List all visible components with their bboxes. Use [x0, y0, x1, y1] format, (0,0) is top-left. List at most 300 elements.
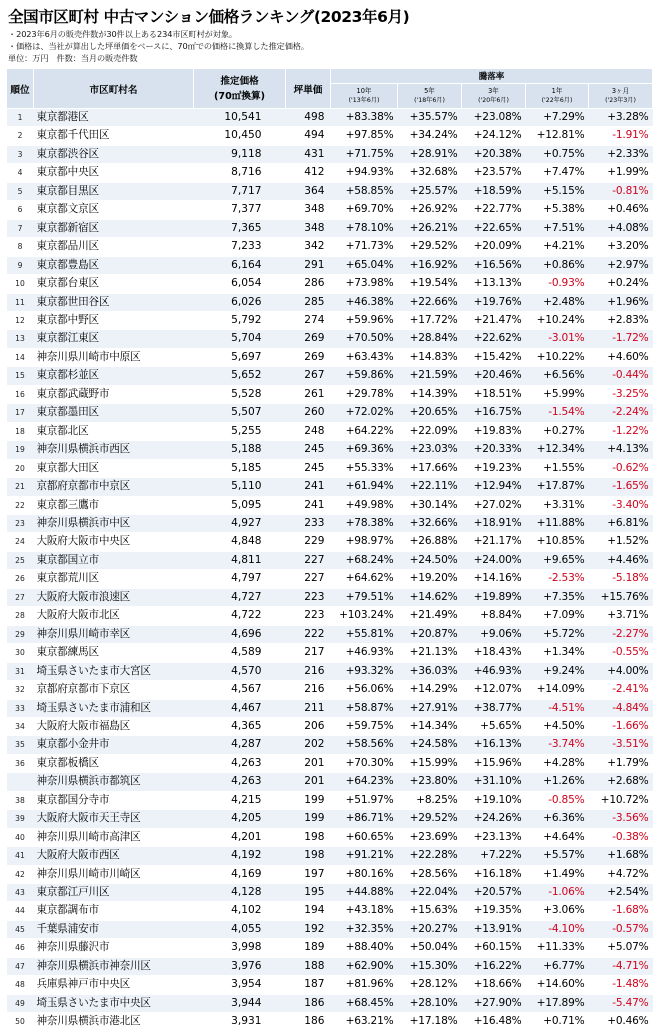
cell-change-3y: +20.09%	[462, 238, 526, 256]
cell-change-3m: -4.84%	[589, 699, 653, 717]
cell-tsubo: 241	[286, 496, 331, 514]
cell-change-1y: +17.89%	[526, 994, 589, 1012]
cell-change-3m: -3.56%	[589, 810, 653, 828]
table-row	[7, 201, 653, 219]
cell-tsubo: 199	[286, 791, 331, 809]
cell-name: 神奈川県川崎市川崎区	[34, 865, 194, 883]
table-row	[7, 662, 653, 680]
cell-change-1y: +10.22%	[526, 348, 589, 366]
cell-tsubo: 260	[286, 404, 331, 422]
cell-tsubo: 223	[286, 607, 331, 625]
cell-change-3m: -3.40%	[589, 496, 653, 514]
cell-change-10y: +83.38%	[331, 109, 398, 127]
cell-change-5y: +19.20%	[398, 570, 462, 588]
cell-tsubo: 245	[286, 459, 331, 477]
cell-change-1y: +6.77%	[526, 957, 589, 975]
table-row	[7, 939, 653, 957]
cell-price: 5,652	[194, 367, 286, 385]
cell-change-1y: +12.34%	[526, 441, 589, 459]
cell-tsubo: 241	[286, 478, 331, 496]
table-row	[7, 422, 653, 440]
cell-rank: 4	[7, 164, 34, 182]
cell-change-1y: +14.09%	[526, 681, 589, 699]
table-row	[7, 699, 653, 717]
cell-price: 5,110	[194, 478, 286, 496]
cell-rank: 47	[7, 957, 34, 975]
cell-rank: 18	[7, 422, 34, 440]
cell-change-3m: +0.46%	[589, 1013, 653, 1031]
cell-change-3m: +1.99%	[589, 164, 653, 182]
cell-change-3m: -3.51%	[589, 736, 653, 754]
cell-change-3y: +21.17%	[462, 533, 526, 551]
cell-change-10y: +97.85%	[331, 127, 398, 145]
cell-change-3y: +8.84%	[462, 607, 526, 625]
cell-change-3y: +19.10%	[462, 791, 526, 809]
table-row	[7, 810, 653, 828]
cell-rank: 26	[7, 570, 34, 588]
cell-name: 大阪府大阪市浪速区	[34, 588, 194, 606]
cell-change-5y: +26.21%	[398, 219, 462, 237]
cell-tsubo: 227	[286, 551, 331, 569]
cell-change-5y: +36.03%	[398, 662, 462, 680]
cell-name: 東京都文京区	[34, 201, 194, 219]
cell-change-1y: +4.64%	[526, 828, 589, 846]
cell-change-5y: +14.29%	[398, 681, 462, 699]
cell-change-1y: +5.15%	[526, 182, 589, 200]
cell-change-5y: +22.04%	[398, 884, 462, 902]
cell-price: 7,377	[194, 201, 286, 219]
cell-change-3m: +4.13%	[589, 441, 653, 459]
cell-tsubo: 198	[286, 828, 331, 846]
note-price-method: ・価格は、当社が算出した坪単価をベースに、70㎡での価格に換算した推定価格。	[8, 41, 309, 51]
cell-change-5y: +20.65%	[398, 404, 462, 422]
cell-change-3m: -0.57%	[589, 920, 653, 938]
table-row	[7, 551, 653, 569]
cell-change-3y: +19.89%	[462, 588, 526, 606]
table-row	[7, 976, 653, 994]
cell-change-5y: +50.04%	[398, 939, 462, 957]
cell-change-3y: +16.22%	[462, 957, 526, 975]
cell-price: 6,026	[194, 293, 286, 311]
cell-change-10y: +69.36%	[331, 441, 398, 459]
cell-change-3y: +27.90%	[462, 994, 526, 1012]
cell-tsubo: 267	[286, 367, 331, 385]
cell-change-1y: +17.87%	[526, 478, 589, 496]
cell-change-10y: +59.96%	[331, 311, 398, 329]
cell-change-1y: +5.57%	[526, 847, 589, 865]
table-row	[7, 330, 653, 348]
cell-change-1y: +7.47%	[526, 164, 589, 182]
cell-change-3y: +13.13%	[462, 275, 526, 293]
cell-tsubo: 195	[286, 884, 331, 902]
table-row	[7, 588, 653, 606]
cell-rank: 6	[7, 201, 34, 219]
cell-price: 4,205	[194, 810, 286, 828]
table-row	[7, 957, 653, 975]
table-row	[7, 127, 653, 145]
cell-change-1y: +12.81%	[526, 127, 589, 145]
cell-change-5y: +22.28%	[398, 847, 462, 865]
cell-change-5y: +28.10%	[398, 994, 462, 1012]
table-row	[7, 773, 653, 791]
cell-rank: 39	[7, 810, 34, 828]
cell-tsubo: 194	[286, 902, 331, 920]
cell-change-5y: +17.72%	[398, 311, 462, 329]
cell-change-1y: +7.09%	[526, 607, 589, 625]
cell-rank: 30	[7, 644, 34, 662]
cell-name: 神奈川県横浜市神奈川区	[34, 957, 194, 975]
cell-change-10y: +59.75%	[331, 717, 398, 735]
cell-price: 4,722	[194, 607, 286, 625]
cell-change-1y: -4.51%	[526, 699, 589, 717]
cell-change-10y: +29.78%	[331, 385, 398, 403]
cell-price: 4,102	[194, 902, 286, 920]
cell-price: 4,263	[194, 754, 286, 772]
cell-name: 東京都荒川区	[34, 570, 194, 588]
cell-change-10y: +78.38%	[331, 514, 398, 532]
table-row	[7, 496, 653, 514]
cell-price: 10,450	[194, 127, 286, 145]
cell-change-10y: +93.32%	[331, 662, 398, 680]
cell-name: 神奈川県横浜市港北区	[34, 1013, 194, 1031]
cell-change-1y: +5.72%	[526, 625, 589, 643]
cell-change-3m: -0.38%	[589, 828, 653, 846]
cell-change-1y: -2.53%	[526, 570, 589, 588]
cell-change-3y: +19.76%	[462, 293, 526, 311]
cell-change-1y: +5.38%	[526, 201, 589, 219]
cell-tsubo: 269	[286, 330, 331, 348]
cell-tsubo: 223	[286, 588, 331, 606]
cell-change-3y: +20.46%	[462, 367, 526, 385]
cell-tsubo: 188	[286, 957, 331, 975]
cell-name: 神奈川県川崎市高津区	[34, 828, 194, 846]
cell-price: 4,727	[194, 588, 286, 606]
cell-change-1y: +0.71%	[526, 1013, 589, 1031]
cell-price: 4,215	[194, 791, 286, 809]
cell-change-3m: +2.68%	[589, 773, 653, 791]
cell-change-1y: -3.01%	[526, 330, 589, 348]
header-change-label: 5年	[424, 86, 435, 95]
cell-price: 5,792	[194, 311, 286, 329]
cell-change-3m: +2.97%	[589, 256, 653, 274]
cell-change-5y: +26.92%	[398, 201, 462, 219]
cell-rank: 9	[7, 256, 34, 274]
cell-change-1y: +1.34%	[526, 644, 589, 662]
cell-tsubo: 227	[286, 570, 331, 588]
cell-change-5y: +28.12%	[398, 976, 462, 994]
cell-price: 4,365	[194, 717, 286, 735]
cell-tsubo: 286	[286, 275, 331, 293]
note-target: ・2023年6月の販売件数が30件以上ある234市区町村が対象。	[8, 29, 238, 39]
cell-name: 東京都中央区	[34, 164, 194, 182]
cell-change-3m: -1.48%	[589, 976, 653, 994]
cell-change-3y: +12.07%	[462, 681, 526, 699]
cell-name: 大阪府大阪市西区	[34, 847, 194, 865]
cell-rank: 41	[7, 847, 34, 865]
cell-change-1y: +6.56%	[526, 367, 589, 385]
cell-price: 3,976	[194, 957, 286, 975]
cell-change-10y: +44.88%	[331, 884, 398, 902]
cell-price: 6,164	[194, 256, 286, 274]
cell-change-5y: +16.92%	[398, 256, 462, 274]
cell-change-3m: +2.83%	[589, 311, 653, 329]
cell-rank: 14	[7, 348, 34, 366]
cell-change-10y: +80.16%	[331, 865, 398, 883]
table-row	[7, 791, 653, 809]
cell-change-5y: +14.39%	[398, 385, 462, 403]
cell-change-3m: +4.08%	[589, 219, 653, 237]
table-row	[7, 717, 653, 735]
header-change-3m	[589, 84, 653, 109]
cell-change-3y: +16.13%	[462, 736, 526, 754]
cell-tsubo: 202	[286, 736, 331, 754]
cell-change-10y: +103.24%	[331, 607, 398, 625]
cell-price: 5,255	[194, 422, 286, 440]
cell-change-3y: +24.26%	[462, 810, 526, 828]
cell-change-3y: +23.08%	[462, 109, 526, 127]
cell-rank: 11	[7, 293, 34, 311]
header-change-period: ('13年6月)	[348, 97, 380, 104]
header-change-period: ('23年3月)	[605, 97, 636, 104]
cell-tsubo: 197	[286, 865, 331, 883]
table-row	[7, 219, 653, 237]
cell-change-10y: +73.98%	[331, 275, 398, 293]
cell-price: 10,541	[194, 109, 286, 127]
table-row	[7, 1013, 653, 1031]
header-tsubo: 坪単価	[286, 69, 331, 109]
cell-price: 7,717	[194, 182, 286, 200]
cell-change-5y: +17.66%	[398, 459, 462, 477]
table-row	[7, 478, 653, 496]
cell-change-10y: +64.22%	[331, 422, 398, 440]
cell-tsubo: 412	[286, 164, 331, 182]
cell-change-3y: +22.65%	[462, 219, 526, 237]
cell-price: 3,998	[194, 939, 286, 957]
cell-change-3y: +5.65%	[462, 717, 526, 735]
header-change-10y	[331, 84, 398, 109]
cell-change-10y: +61.94%	[331, 478, 398, 496]
cell-tsubo: 216	[286, 681, 331, 699]
cell-change-1y: +2.48%	[526, 293, 589, 311]
cell-change-3m: +6.81%	[589, 514, 653, 532]
cell-name: 東京都渋谷区	[34, 145, 194, 163]
cell-change-5y: +32.68%	[398, 164, 462, 182]
cell-rank: 33	[7, 699, 34, 717]
cell-change-3m: +0.46%	[589, 201, 653, 219]
cell-rank: 13	[7, 330, 34, 348]
table-row	[7, 681, 653, 699]
cell-change-5y: +20.27%	[398, 920, 462, 938]
table-row	[7, 182, 653, 200]
cell-change-10y: +49.98%	[331, 496, 398, 514]
cell-tsubo: 187	[286, 976, 331, 994]
cell-change-5y: +21.13%	[398, 644, 462, 662]
table-row	[7, 256, 653, 274]
cell-name: 埼玉県さいたま市浦和区	[34, 699, 194, 717]
table-row	[7, 920, 653, 938]
cell-tsubo: 342	[286, 238, 331, 256]
cell-price: 4,467	[194, 699, 286, 717]
cell-change-3m: +1.96%	[589, 293, 653, 311]
cell-change-1y: +5.99%	[526, 385, 589, 403]
cell-change-10y: +55.81%	[331, 625, 398, 643]
cell-change-3m: +10.72%	[589, 791, 653, 809]
cell-change-5y: +23.80%	[398, 773, 462, 791]
cell-change-3m: +3.20%	[589, 238, 653, 256]
header-change-label: 10年	[356, 86, 372, 95]
cell-rank: 25	[7, 551, 34, 569]
cell-name: 東京都品川区	[34, 238, 194, 256]
cell-tsubo: 198	[286, 847, 331, 865]
cell-name: 京都府京都市下京区	[34, 681, 194, 699]
cell-change-5y: +35.57%	[398, 109, 462, 127]
cell-price: 4,927	[194, 514, 286, 532]
cell-change-5y: +21.59%	[398, 367, 462, 385]
cell-change-10y: +79.51%	[331, 588, 398, 606]
cell-change-1y: -4.10%	[526, 920, 589, 938]
cell-change-10y: +59.86%	[331, 367, 398, 385]
cell-tsubo: 222	[286, 625, 331, 643]
note-units: 単位：万円 件数：当月の販売件数	[8, 53, 138, 63]
cell-change-3y: +16.48%	[462, 1013, 526, 1031]
cell-change-3m: +4.72%	[589, 865, 653, 883]
cell-rank: 36	[7, 754, 34, 772]
cell-tsubo: 206	[286, 717, 331, 735]
cell-price: 4,055	[194, 920, 286, 938]
cell-change-1y: +0.75%	[526, 145, 589, 163]
cell-change-3y: +31.10%	[462, 773, 526, 791]
cell-name: 東京都墨田区	[34, 404, 194, 422]
header-change-group: 騰落率	[331, 69, 653, 84]
cell-price: 4,696	[194, 625, 286, 643]
cell-change-3y: +19.23%	[462, 459, 526, 477]
cell-rank	[7, 773, 34, 791]
cell-price: 5,528	[194, 385, 286, 403]
cell-rank: 44	[7, 902, 34, 920]
cell-change-1y: +7.51%	[526, 219, 589, 237]
cell-price: 4,263	[194, 773, 286, 791]
cell-change-3m: -0.81%	[589, 182, 653, 200]
cell-change-5y: +14.62%	[398, 588, 462, 606]
cell-rank: 34	[7, 717, 34, 735]
table-row	[7, 164, 653, 182]
table-row	[7, 348, 653, 366]
cell-change-3y: +38.77%	[462, 699, 526, 717]
cell-rank: 50	[7, 1013, 34, 1031]
cell-price: 4,128	[194, 884, 286, 902]
cell-change-3m: -1.65%	[589, 478, 653, 496]
header-change-3y	[462, 84, 526, 109]
cell-name: 東京都世田谷区	[34, 293, 194, 311]
cell-price: 4,570	[194, 662, 286, 680]
cell-change-3y: +16.75%	[462, 404, 526, 422]
cell-change-3y: +13.91%	[462, 920, 526, 938]
cell-tsubo: 494	[286, 127, 331, 145]
cell-change-10y: +32.35%	[331, 920, 398, 938]
table-row	[7, 570, 653, 588]
cell-price: 5,095	[194, 496, 286, 514]
cell-change-5y: +29.52%	[398, 810, 462, 828]
cell-change-1y: +7.35%	[526, 588, 589, 606]
cell-change-10y: +65.04%	[331, 256, 398, 274]
cell-change-3y: +60.15%	[462, 939, 526, 957]
cell-rank: 5	[7, 182, 34, 200]
cell-change-1y: -3.74%	[526, 736, 589, 754]
cell-name: 神奈川県横浜市中区	[34, 514, 194, 532]
cell-change-3m: +4.46%	[589, 551, 653, 569]
cell-change-3m: -4.71%	[589, 957, 653, 975]
cell-change-1y: +0.86%	[526, 256, 589, 274]
cell-tsubo: 229	[286, 533, 331, 551]
cell-change-1y: -0.93%	[526, 275, 589, 293]
table-row	[7, 828, 653, 846]
table-row	[7, 441, 653, 459]
cell-change-5y: +20.87%	[398, 625, 462, 643]
cell-name: 大阪府大阪市中央区	[34, 533, 194, 551]
cell-name: 千葉県浦安市	[34, 920, 194, 938]
cell-change-1y: +14.60%	[526, 976, 589, 994]
cell-change-3m: -1.66%	[589, 717, 653, 735]
cell-name: 兵庫県神戸市中央区	[34, 976, 194, 994]
cell-name: 神奈川県藤沢市	[34, 939, 194, 957]
cell-change-1y: -1.06%	[526, 884, 589, 902]
header-change-label: 1年	[551, 86, 563, 95]
cell-name: 東京都台東区	[34, 275, 194, 293]
cell-change-5y: +32.66%	[398, 514, 462, 532]
cell-price: 9,118	[194, 145, 286, 163]
cell-change-3m: +5.07%	[589, 939, 653, 957]
cell-change-3m: +4.00%	[589, 662, 653, 680]
cell-change-5y: +22.66%	[398, 293, 462, 311]
cell-rank: 7	[7, 219, 34, 237]
cell-name: 埼玉県さいたま市大宮区	[34, 662, 194, 680]
cell-change-10y: +91.21%	[331, 847, 398, 865]
cell-change-5y: +27.91%	[398, 699, 462, 717]
cell-name: 大阪府大阪市天王寺区	[34, 810, 194, 828]
table-row	[7, 145, 653, 163]
cell-change-3m: +2.33%	[589, 145, 653, 163]
cell-change-5y: +24.58%	[398, 736, 462, 754]
table-row	[7, 459, 653, 477]
cell-rank: 35	[7, 736, 34, 754]
cell-rank: 19	[7, 441, 34, 459]
cell-tsubo: 348	[286, 219, 331, 237]
header-price-line1: 推定価格	[220, 75, 259, 87]
cell-change-3m: +4.60%	[589, 348, 653, 366]
cell-price: 5,185	[194, 459, 286, 477]
cell-tsubo: 201	[286, 754, 331, 772]
cell-name: 東京都板橋区	[34, 754, 194, 772]
cell-tsubo: 291	[286, 256, 331, 274]
cell-change-3y: +24.12%	[462, 127, 526, 145]
cell-tsubo: 348	[286, 201, 331, 219]
table-row	[7, 514, 653, 532]
cell-tsubo: 217	[286, 644, 331, 662]
cell-name: 大阪府大阪市北区	[34, 607, 194, 625]
cell-change-10y: +72.02%	[331, 404, 398, 422]
cell-change-3y: +7.22%	[462, 847, 526, 865]
cell-tsubo: 261	[286, 385, 331, 403]
cell-name: 神奈川県川崎市幸区	[34, 625, 194, 643]
table-row	[7, 884, 653, 902]
cell-tsubo: 199	[286, 810, 331, 828]
cell-change-3y: +20.57%	[462, 884, 526, 902]
cell-change-3m: -3.25%	[589, 385, 653, 403]
cell-price: 6,054	[194, 275, 286, 293]
cell-rank: 31	[7, 662, 34, 680]
cell-price: 3,944	[194, 994, 286, 1012]
cell-price: 5,507	[194, 404, 286, 422]
